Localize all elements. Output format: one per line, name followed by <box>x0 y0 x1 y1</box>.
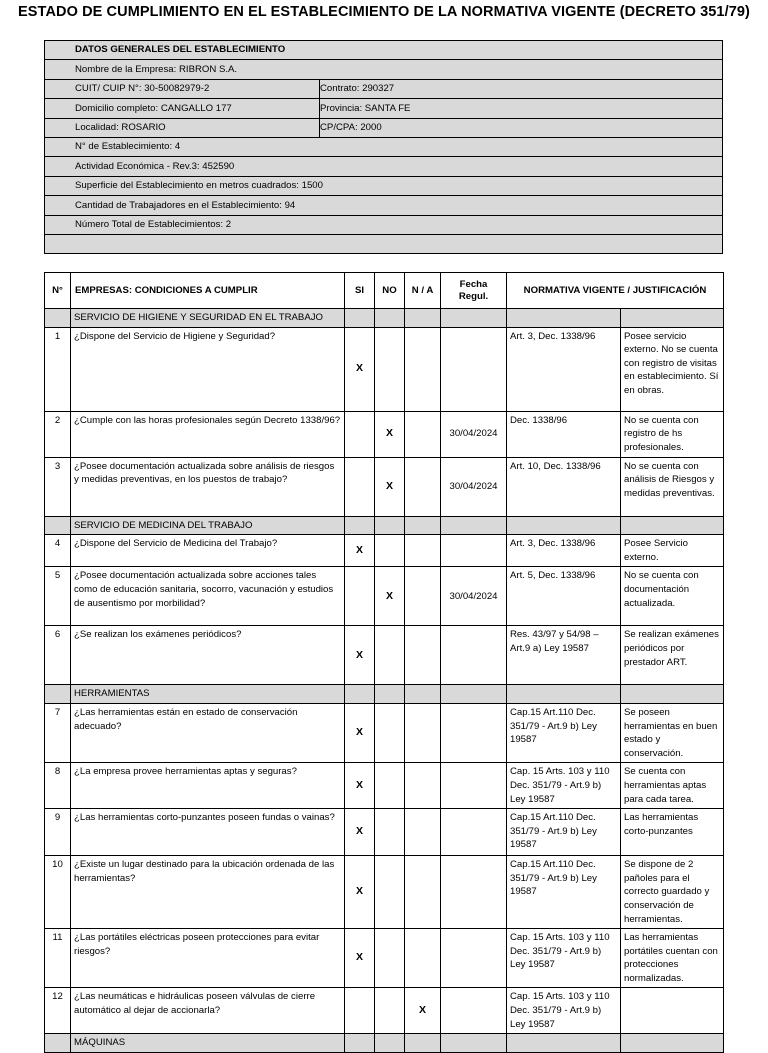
section-row <box>45 1034 724 1053</box>
row-si: X <box>345 856 375 929</box>
row-no: X <box>375 411 405 457</box>
section-spacer <box>45 309 71 328</box>
section-spacer <box>45 685 71 704</box>
row-number: 4 <box>45 535 71 567</box>
row-si: X <box>345 763 375 809</box>
row-justificacion: Se poseen herramientas en buen estado y conservación. <box>621 703 724 762</box>
row-question: ¿Las portátiles eléctricas poseen protecciones para evitar riesgos? <box>71 929 345 988</box>
row-fecha <box>441 856 507 929</box>
header-no: NO <box>375 273 405 309</box>
row-question: ¿Se realizan los exámenes periódicos? <box>71 626 345 685</box>
section-title: SERVICIO DE MEDICINA DEL TRABAJO <box>71 516 345 535</box>
table-row <box>45 457 724 516</box>
row-number: 8 <box>45 763 71 809</box>
section-row <box>45 685 724 704</box>
row-normativa: Cap.15 Art.110 Dec. 351/79 - Art.9 b) Ley 19587 <box>507 856 621 929</box>
table-row <box>45 535 724 567</box>
row-si: X <box>345 535 375 567</box>
row-no <box>375 809 405 856</box>
row-question: ¿Cumple con las horas profesionales según Decreto 1338/96? <box>71 411 345 457</box>
row-na <box>405 567 441 626</box>
row-no <box>375 327 405 411</box>
row-no <box>375 988 405 1034</box>
row-si: X <box>345 929 375 988</box>
section-cell <box>405 309 441 328</box>
provincia-field: Provincia: SANTA FE <box>320 99 723 118</box>
cuit-field: CUIT/ CUIP N°: 30-50082979-2 <box>45 79 320 98</box>
row-normativa: Art. 3, Dec. 1338/96 <box>507 327 621 411</box>
row-number: 1 <box>45 327 71 411</box>
row-question: ¿Posee documentación actualizada sobre análisis de riesgos y medidas preventivas, en los puestos de trabajo? <box>71 457 345 516</box>
row-no <box>375 856 405 929</box>
header-na: N / A <box>405 273 441 309</box>
row-number: 2 <box>45 411 71 457</box>
row-number: 5 <box>45 567 71 626</box>
section-cell <box>375 516 405 535</box>
row-question: ¿Dispone del Servicio de Higiene y Seguridad? <box>71 327 345 411</box>
row-justificacion: Posee Servicio externo. <box>621 535 724 567</box>
row-si: X <box>345 809 375 856</box>
row-na <box>405 457 441 516</box>
row-si <box>345 457 375 516</box>
row-justificacion: Las herramientas portátiles cuentan con protecciones normalizadas. <box>621 929 724 988</box>
row-normativa: Art. 3, Dec. 1338/96 <box>507 535 621 567</box>
row-no <box>375 929 405 988</box>
row-na <box>405 703 441 762</box>
header-si: SI <box>345 273 375 309</box>
section-cell <box>621 685 724 704</box>
row-normativa: Cap. 15 Arts. 103 y 110 Dec. 351/79 - Art.9 b) Ley 19587 <box>507 929 621 988</box>
table-row <box>45 988 724 1034</box>
row-si <box>345 988 375 1034</box>
row-justificacion: Posee servicio externo. No se cuenta con registro de visitas en establecimiento. Sí en obras. <box>621 327 724 411</box>
row-normativa: Art. 10, Dec. 1338/96 <box>507 457 621 516</box>
row-normativa: Dec. 1338/96 <box>507 411 621 457</box>
row-question: ¿Posee documentación actualizada sobre acciones tales como de educación sanitaria, socorro, vacunación y estudios de ausentismo por morbilidad? <box>71 567 345 626</box>
section-cell <box>405 1034 441 1053</box>
general-data-table <box>44 40 723 254</box>
table-row <box>45 327 724 411</box>
row-fecha <box>441 327 507 411</box>
row-fecha <box>441 809 507 856</box>
row-si <box>345 411 375 457</box>
total-establecimientos-field: Número Total de Establecimientos: 2 <box>45 215 723 234</box>
section-cell <box>345 685 375 704</box>
row-normativa: Res. 43/97 y 54/98 – Art.9 a) Ley 19587 <box>507 626 621 685</box>
trabajadores-field: Cantidad de Trabajadores en el Establecimiento: 94 <box>45 196 723 215</box>
row-number: 10 <box>45 856 71 929</box>
row-number: 7 <box>45 703 71 762</box>
section-cell <box>507 516 621 535</box>
row-si <box>345 567 375 626</box>
row-normativa: Cap.15 Art.110 Dec. 351/79 - Art.9 b) Ley 19587 <box>507 703 621 762</box>
row-number: 3 <box>45 457 71 516</box>
row-fecha: 30/04/2024 <box>441 411 507 457</box>
row-justificacion <box>621 988 724 1034</box>
contrato-field: Contrato: 290327 <box>320 79 723 98</box>
compliance-table <box>44 272 724 1053</box>
row-na <box>405 411 441 457</box>
header-fecha: Fecha Regul. <box>441 273 507 309</box>
row-fecha: 30/04/2024 <box>441 457 507 516</box>
section-title: HERRAMIENTAS <box>71 685 345 704</box>
row-fecha <box>441 535 507 567</box>
row-si: X <box>345 703 375 762</box>
row-justificacion: Se cuenta con herramientas aptas para cada tarea. <box>621 763 724 809</box>
section-cell <box>441 685 507 704</box>
section-cell <box>375 1034 405 1053</box>
table-row <box>45 763 724 809</box>
section-row <box>45 516 724 535</box>
table-row <box>45 809 724 856</box>
table-row <box>45 703 724 762</box>
row-justificacion: No se cuenta con registro de hs profesionales. <box>621 411 724 457</box>
row-na <box>405 929 441 988</box>
row-justificacion: Se dispone de 2 pañoles para el correcto guardado y conservación de herramientas. <box>621 856 724 929</box>
section-cell <box>621 309 724 328</box>
row-normativa: Cap. 15 Arts. 103 y 110 Dec. 351/79 - Art.9 b) Ley 19587 <box>507 763 621 809</box>
establecimiento-number-field: N° de Establecimiento: 4 <box>45 137 723 156</box>
section-cell <box>507 309 621 328</box>
row-na <box>405 763 441 809</box>
row-normativa: Cap. 15 Arts. 103 y 110 Dec. 351/79 - Art.9 b) Ley 19587 <box>507 988 621 1034</box>
section-row <box>45 309 724 328</box>
row-fecha: 30/04/2024 <box>441 567 507 626</box>
row-na <box>405 626 441 685</box>
table-row <box>45 567 724 626</box>
table-header-row <box>45 273 724 309</box>
section-cell <box>621 516 724 535</box>
cp-field: CP/CPA: 2000 <box>320 118 723 137</box>
row-no <box>375 626 405 685</box>
row-na <box>405 856 441 929</box>
row-fecha <box>441 763 507 809</box>
section-cell <box>441 1034 507 1053</box>
row-no: X <box>375 457 405 516</box>
superficie-field: Superficie del Establecimiento en metros cuadrados: 1500 <box>45 176 723 195</box>
section-cell <box>507 1034 621 1053</box>
section-spacer <box>45 516 71 535</box>
section-cell <box>405 516 441 535</box>
domicilio-field: Domicilio completo: CANGALLO 177 <box>45 99 320 118</box>
row-question: ¿La empresa provee herramientas aptas y seguras? <box>71 763 345 809</box>
row-no <box>375 535 405 567</box>
row-na: X <box>405 988 441 1034</box>
document-title: ESTADO DE CUMPLIMIENTO EN EL ESTABLECIMIENTO DE LA NORMATIVA VIGENTE (DECRETO 351/79) <box>18 4 750 20</box>
row-no <box>375 763 405 809</box>
table-row <box>45 626 724 685</box>
row-normativa: Art. 5, Dec. 1338/96 <box>507 567 621 626</box>
header-n: N° <box>45 273 71 309</box>
header-normativa: NORMATIVA VIGENTE / JUSTIFICACIÓN <box>507 273 724 309</box>
section-title: MÁQUINAS <box>71 1034 345 1053</box>
section-cell <box>441 516 507 535</box>
section-cell <box>441 309 507 328</box>
row-question: ¿Las herramientas están en estado de conservación adecuado? <box>71 703 345 762</box>
row-justificacion: No se cuenta con análisis de Riesgos y medidas preventivas. <box>621 457 724 516</box>
row-number: 11 <box>45 929 71 988</box>
row-na <box>405 809 441 856</box>
localidad-field: Localidad: ROSARIO <box>45 118 320 137</box>
row-no: X <box>375 567 405 626</box>
row-question: ¿Las neumáticas e hidráulicas poseen válvulas de cierre automático al dejar de accionarla? <box>71 988 345 1034</box>
section-cell <box>345 1034 375 1053</box>
row-si: X <box>345 626 375 685</box>
section-cell <box>507 685 621 704</box>
table-row <box>45 929 724 988</box>
row-fecha <box>441 929 507 988</box>
general-heading: DATOS GENERALES DEL ESTABLECIMIENTO <box>45 41 723 60</box>
empresa-field: Nombre de la Empresa: RIBRON S.A. <box>45 60 723 79</box>
table-row <box>45 856 724 929</box>
section-cell <box>345 516 375 535</box>
actividad-field: Actividad Económica - Rev.3: 452590 <box>45 157 723 176</box>
row-question: ¿Existe un lugar destinado para la ubicación ordenada de las herramientas? <box>71 856 345 929</box>
section-cell <box>375 685 405 704</box>
row-justificacion: No se cuenta con documentación actualizada. <box>621 567 724 626</box>
row-na <box>405 535 441 567</box>
header-empresas: EMPRESAS: CONDICIONES A CUMPLIR <box>71 273 345 309</box>
row-number: 6 <box>45 626 71 685</box>
row-number: 12 <box>45 988 71 1034</box>
row-fecha <box>441 988 507 1034</box>
row-na <box>405 327 441 411</box>
row-fecha <box>441 703 507 762</box>
table-row <box>45 411 724 457</box>
row-si: X <box>345 327 375 411</box>
section-cell <box>405 685 441 704</box>
row-justificacion: Se realizan exámenes periódicos por prestador ART. <box>621 626 724 685</box>
row-no <box>375 703 405 762</box>
row-justificacion: Las herramientas corto-punzantes <box>621 809 724 856</box>
section-cell <box>621 1034 724 1053</box>
section-cell <box>375 309 405 328</box>
section-spacer <box>45 1034 71 1053</box>
row-normativa: Cap.15 Art.110 Dec. 351/79 - Art.9 b) Ley 19587 <box>507 809 621 856</box>
row-question: ¿Las herramientas corto-punzantes poseen fundas o vainas? <box>71 809 345 856</box>
section-cell <box>345 309 375 328</box>
row-fecha <box>441 626 507 685</box>
section-title: SERVICIO DE HIGIENE Y SEGURIDAD EN EL TRABAJO <box>71 309 345 328</box>
row-question: ¿Dispone del Servicio de Medicina del Trabajo? <box>71 535 345 567</box>
row-number: 9 <box>45 809 71 856</box>
empty-row <box>45 234 723 253</box>
